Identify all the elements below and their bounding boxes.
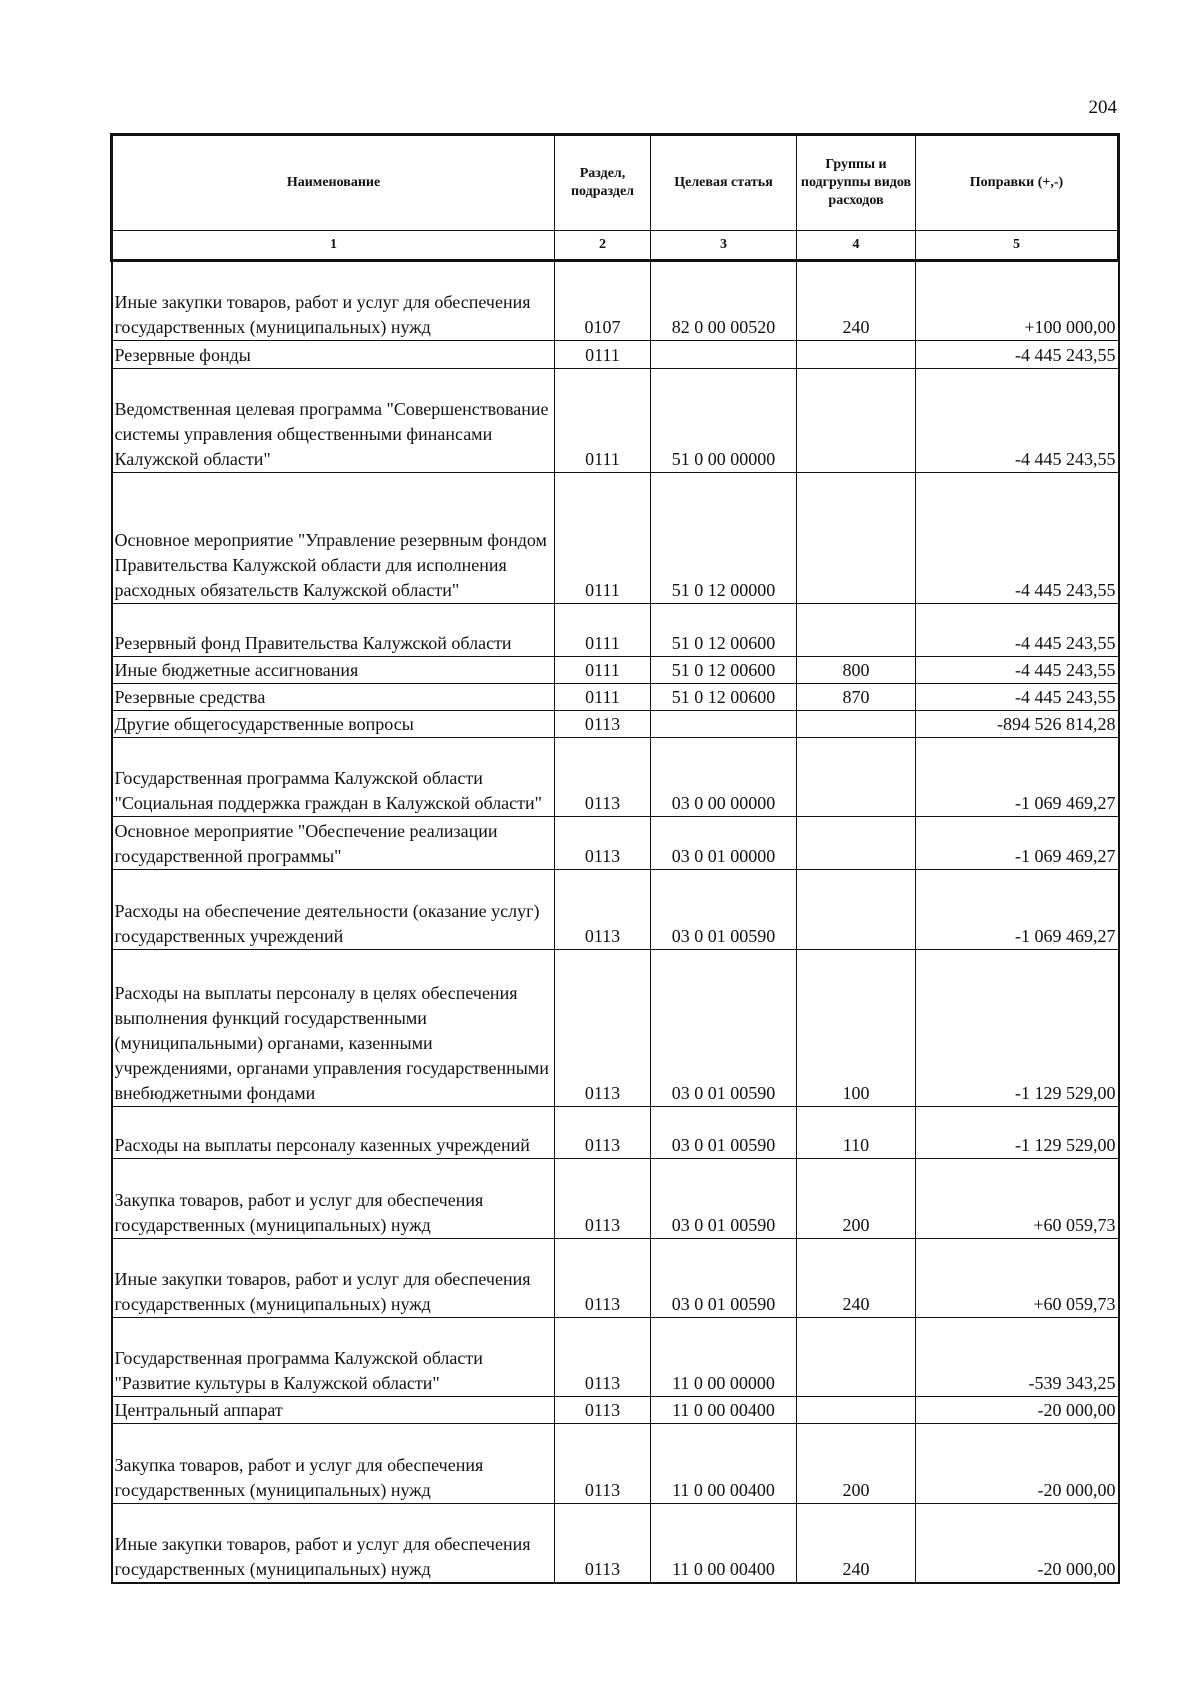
table-row xyxy=(112,1239,1119,1318)
row-group xyxy=(797,817,916,870)
table-row xyxy=(112,1504,1119,1583)
row-section: 0113 xyxy=(555,1424,651,1504)
row-section: 0113 xyxy=(555,950,651,1107)
row-group: 200 xyxy=(797,1424,916,1504)
row-article xyxy=(651,711,797,738)
row-section: 0113 xyxy=(555,1504,651,1583)
row-name: Государственная программа Калужской области "Социальная поддержка граждан в Калужской области" xyxy=(112,738,555,817)
row-amount: -4 445 243,55 xyxy=(916,341,1119,369)
row-name: Другие общегосударственные вопросы xyxy=(112,711,555,738)
row-group: 100 xyxy=(797,950,916,1107)
row-name: Резервные средства xyxy=(112,684,555,711)
row-name: Ведомственная целевая программа "Совершенствование системы управления общественными финансами Калужской области" xyxy=(112,369,555,473)
row-article: 51 0 12 00600 xyxy=(651,657,797,684)
row-article: 03 0 01 00590 xyxy=(651,1159,797,1239)
row-amount: -1 069 469,27 xyxy=(916,870,1119,950)
row-group xyxy=(797,1397,916,1424)
row-group xyxy=(797,473,916,604)
row-group xyxy=(797,711,916,738)
table-row xyxy=(112,1107,1119,1159)
row-article: 11 0 00 00400 xyxy=(651,1424,797,1504)
table-row xyxy=(112,369,1119,473)
row-amount: +60 059,73 xyxy=(916,1159,1119,1239)
row-article: 03 0 01 00590 xyxy=(651,1239,797,1318)
row-amount: -4 445 243,55 xyxy=(916,684,1119,711)
row-section: 0111 xyxy=(555,604,651,657)
row-amount: -4 445 243,55 xyxy=(916,657,1119,684)
table-row xyxy=(112,870,1119,950)
row-amount: -4 445 243,55 xyxy=(916,604,1119,657)
row-article: 03 0 00 00000 xyxy=(651,738,797,817)
row-article: 11 0 00 00400 xyxy=(651,1397,797,1424)
table-row xyxy=(112,950,1119,1107)
row-amount: -20 000,00 xyxy=(916,1424,1119,1504)
row-article xyxy=(651,341,797,369)
row-article: 03 0 01 00590 xyxy=(651,1107,797,1159)
row-article: 03 0 01 00590 xyxy=(651,950,797,1107)
row-section: 0111 xyxy=(555,341,651,369)
row-amount: -20 000,00 xyxy=(916,1504,1119,1583)
table-row xyxy=(112,1397,1119,1424)
row-name: Расходы на выплаты персоналу в целях обеспечения выполнения функций государственными (муниципальными) органами, казенными учреждениями, органами управления государственными внебюджетными фондами xyxy=(112,950,555,1107)
row-group xyxy=(797,870,916,950)
row-section: 0113 xyxy=(555,817,651,870)
row-section: 0111 xyxy=(555,473,651,604)
table-row xyxy=(112,341,1119,369)
row-name: Государственная программа Калужской области "Развитие культуры в Калужской области" xyxy=(112,1318,555,1397)
row-name: Иные закупки товаров, работ и услуг для обеспечения государственных (муниципальных) нужд xyxy=(112,1504,555,1583)
row-amount: -1 069 469,27 xyxy=(916,738,1119,817)
row-amount: -539 343,25 xyxy=(916,1318,1119,1397)
table-row xyxy=(112,711,1119,738)
header-amount: Поправки (+,-) xyxy=(916,135,1119,231)
row-section: 0113 xyxy=(555,870,651,950)
row-amount: -4 445 243,55 xyxy=(916,473,1119,604)
row-amount: +60 059,73 xyxy=(916,1239,1119,1318)
row-name: Резервные фонды xyxy=(112,341,555,369)
row-group: 110 xyxy=(797,1107,916,1159)
row-group xyxy=(797,738,916,817)
column-number: 3 xyxy=(651,231,797,261)
row-name: Иные бюджетные ассигнования xyxy=(112,657,555,684)
table-row xyxy=(112,738,1119,817)
row-amount: -20 000,00 xyxy=(916,1397,1119,1424)
table-row xyxy=(112,657,1119,684)
table-row xyxy=(112,1159,1119,1239)
row-section: 0113 xyxy=(555,1397,651,1424)
row-name: Расходы на выплаты персоналу казенных учреждений xyxy=(112,1107,555,1159)
row-amount: -1 129 529,00 xyxy=(916,1107,1119,1159)
row-article: 51 0 12 00600 xyxy=(651,684,797,711)
row-article: 51 0 12 00000 xyxy=(651,473,797,604)
row-section: 0113 xyxy=(555,1107,651,1159)
row-group: 870 xyxy=(797,684,916,711)
row-amount: -894 526 814,28 xyxy=(916,711,1119,738)
row-name: Закупка товаров, работ и услуг для обеспечения государственных (муниципальных) нужд xyxy=(112,1159,555,1239)
column-number: 1 xyxy=(112,231,555,261)
row-name: Основное мероприятие "Обеспечение реализации государственной программы" xyxy=(112,817,555,870)
table-row xyxy=(112,1424,1119,1504)
header-name: Наименование xyxy=(112,135,555,231)
row-article: 11 0 00 00400 xyxy=(651,1504,797,1583)
row-name: Иные закупки товаров, работ и услуг для обеспечения государственных (муниципальных) нужд xyxy=(112,261,555,341)
table-row xyxy=(112,473,1119,604)
row-group: 240 xyxy=(797,1239,916,1318)
row-group: 240 xyxy=(797,261,916,341)
row-group: 240 xyxy=(797,1504,916,1583)
row-section: 0113 xyxy=(555,711,651,738)
row-amount: -4 445 243,55 xyxy=(916,369,1119,473)
table-row xyxy=(112,604,1119,657)
header-article: Целевая статья xyxy=(651,135,797,231)
row-group xyxy=(797,1318,916,1397)
column-number: 5 xyxy=(916,231,1119,261)
table-row xyxy=(112,817,1119,870)
column-number-row xyxy=(112,231,1119,261)
row-section: 0111 xyxy=(555,657,651,684)
row-amount: -1 069 469,27 xyxy=(916,817,1119,870)
row-group: 200 xyxy=(797,1159,916,1239)
row-article: 03 0 01 00000 xyxy=(651,817,797,870)
row-article: 11 0 00 00000 xyxy=(651,1318,797,1397)
row-section: 0113 xyxy=(555,1239,651,1318)
header-group: Группы и подгруппы видов расходов xyxy=(797,135,916,231)
row-section: 0113 xyxy=(555,1318,651,1397)
row-amount: -1 129 529,00 xyxy=(916,950,1119,1107)
row-group xyxy=(797,341,916,369)
row-section: 0111 xyxy=(555,684,651,711)
table-row xyxy=(112,684,1119,711)
row-name: Основное мероприятие "Управление резервным фондом Правительства Калужской области для исполнения расходных обязательств Калужской области" xyxy=(112,473,555,604)
row-name: Закупка товаров, работ и услуг для обеспечения государственных (муниципальных) нужд xyxy=(112,1424,555,1504)
page-number: 204 xyxy=(1088,97,1117,118)
row-section: 0113 xyxy=(555,1159,651,1239)
table-row xyxy=(112,261,1119,341)
header-section: Раздел, подраздел xyxy=(555,135,651,231)
row-group xyxy=(797,604,916,657)
row-amount: +100 000,00 xyxy=(916,261,1119,341)
row-section: 0113 xyxy=(555,738,651,817)
row-section: 0111 xyxy=(555,369,651,473)
row-article: 51 0 12 00600 xyxy=(651,604,797,657)
column-number: 4 xyxy=(797,231,916,261)
row-article: 51 0 00 00000 xyxy=(651,369,797,473)
column-number: 2 xyxy=(555,231,651,261)
row-article: 03 0 01 00590 xyxy=(651,870,797,950)
row-article: 82 0 00 00520 xyxy=(651,261,797,341)
budget-table xyxy=(110,133,1120,1584)
header-row xyxy=(112,135,1119,231)
row-section: 0107 xyxy=(555,261,651,341)
table-row xyxy=(112,1318,1119,1397)
row-group: 800 xyxy=(797,657,916,684)
row-name: Центральный аппарат xyxy=(112,1397,555,1424)
row-name: Расходы на обеспечение деятельности (оказание услуг) государственных учреждений xyxy=(112,870,555,950)
row-name: Иные закупки товаров, работ и услуг для обеспечения государственных (муниципальных) нужд xyxy=(112,1239,555,1318)
row-group xyxy=(797,369,916,473)
row-name: Резервный фонд Правительства Калужской области xyxy=(112,604,555,657)
